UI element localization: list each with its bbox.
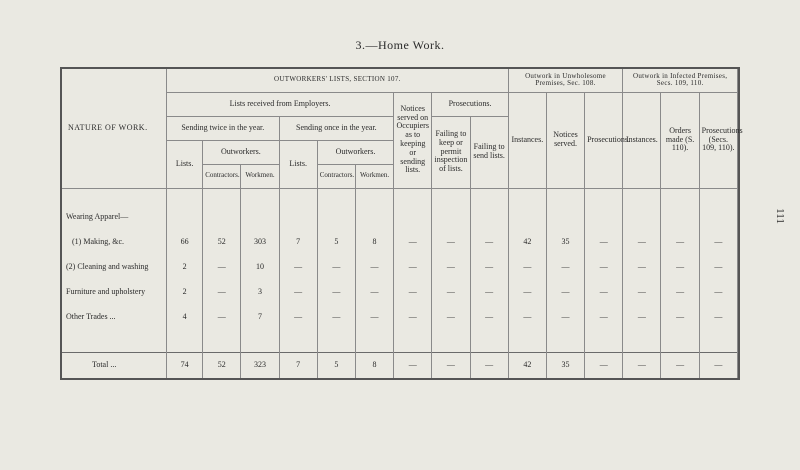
table-cell: — [585,230,623,255]
table-body [62,188,738,378]
row-label: Wearing Apparel— [62,205,167,230]
instances-header: Instances. [508,92,546,188]
table-cell [470,205,508,230]
table-cell: — [470,305,508,330]
prosecutions-header: Prosecutions. [432,92,508,116]
table-cell: — [699,305,737,330]
table-cell: — [432,305,470,330]
table-cell: — [661,230,699,255]
table-cell: — [508,305,546,330]
table-cell [623,205,661,230]
table-cell: 52 [203,230,241,255]
table-cell: — [585,280,623,305]
twice-lists-header: Lists. [167,140,203,188]
table-cell: — [355,305,393,330]
table-row [62,305,738,330]
failing-keep-header: Failing to keep or permit inspection of lists. [432,116,470,188]
outworkers-lists-header: OUTWORKERS' LISTS, SECTION 107. [167,69,509,92]
table-row [62,205,738,230]
table-cell [241,205,279,230]
table-cell: — [317,305,355,330]
table-cell: — [279,305,317,330]
table-cell: — [355,255,393,280]
table-cell: — [432,280,470,305]
nature-of-work-header: NATURE OF WORK. [62,69,167,188]
home-work-table [60,67,743,380]
table-cell: — [279,255,317,280]
prosecutions-108-header: Prosecutions. [585,92,623,188]
table-cell: — [203,280,241,305]
row-label: (2) Cleaning and washing [62,255,167,280]
table-cell: — [432,255,470,280]
table-cell: — [661,305,699,330]
total-row [62,352,738,378]
table-cell: — [546,305,584,330]
once-lists-header: Lists. [279,140,317,188]
table-cell: — [699,255,737,280]
table-cell: — [661,280,699,305]
table-cell: — [585,305,623,330]
row-label: (1) Making, &c. [62,230,167,255]
orders-made-header: Orders made (S. 110). [661,92,699,188]
table-cell: — [203,255,241,280]
table-cell: — [470,255,508,280]
row-label: Furniture and upholstery [62,280,167,305]
table-cell [661,205,699,230]
table-row [62,255,738,280]
table-cell: 8 [355,352,393,378]
notices-served-header: Notices served. [546,92,584,188]
table-cell: 7 [279,230,317,255]
table-cell: — [623,255,661,280]
table-cell [432,205,470,230]
table-cell [355,205,393,230]
once-outworkers-header: Outworkers. [317,140,393,164]
row-label: Other Trades ... [62,305,167,330]
total-label: Total ... [62,352,167,378]
table-cell: — [699,280,737,305]
table-cell: — [623,305,661,330]
unwholesome-premises-header: Outwork in Unwholesome Premises, Sec. 108. [508,69,623,92]
table-cell [546,205,584,230]
table-cell: — [661,255,699,280]
table-cell: 35 [546,230,584,255]
table-cell: — [203,305,241,330]
table-cell: 323 [241,352,279,378]
page-number: 111 [774,208,787,224]
table-cell: 74 [167,352,203,378]
table-cell: 52 [203,352,241,378]
table-cell: 66 [167,230,203,255]
table-cell: — [394,230,432,255]
table-cell: — [355,280,393,305]
table-cell: 5 [317,352,355,378]
table-cell: 7 [279,352,317,378]
twice-workmen-header: Workmen. [241,164,279,188]
table-cell: — [394,280,432,305]
table-cell: — [546,280,584,305]
table-row [62,280,738,305]
table-cell: — [623,280,661,305]
table-cell: — [585,352,623,378]
table-cell: — [394,352,432,378]
notices-occupiers-header: Notices served on Occupiers as to keeping or sending lists. [394,92,432,188]
table-cell: 2 [167,255,203,280]
once-workmen-header: Workmen. [355,164,393,188]
table-cell: — [432,230,470,255]
twice-contractors-header: Contractors. [203,164,241,188]
table-cell [508,205,546,230]
table-cell [167,205,203,230]
table-cell [203,205,241,230]
table-cell [699,205,737,230]
table-cell: — [317,255,355,280]
sending-twice-header: Sending twice in the year. [167,116,280,140]
table-cell: — [508,255,546,280]
table-cell: 42 [508,352,546,378]
table-cell: — [661,352,699,378]
table-cell: — [623,352,661,378]
table-cell: 3 [241,280,279,305]
table-cell: 2 [167,280,203,305]
table-cell: 35 [546,352,584,378]
table-cell: — [508,280,546,305]
table-cell: — [623,230,661,255]
sending-once-header: Sending once in the year. [279,116,394,140]
table-cell: — [470,280,508,305]
infected-premises-header: Outwork in Infected Premises, Secs. 109, 110. [623,69,738,92]
table-cell: — [432,352,470,378]
table-cell: — [699,352,737,378]
instances-infected-header: Instances. [623,92,661,188]
table-cell: — [585,255,623,280]
table-cell [585,205,623,230]
table-cell: — [317,280,355,305]
table-cell: 303 [241,230,279,255]
table-cell: — [699,230,737,255]
once-contractors-header: Contractors. [317,164,355,188]
table-cell: — [470,352,508,378]
table-cell: — [394,305,432,330]
table-cell: 7 [241,305,279,330]
table-cell: — [546,255,584,280]
table-cell [317,205,355,230]
table-row [62,230,738,255]
table-cell: 4 [167,305,203,330]
twice-outworkers-header: Outworkers. [203,140,279,164]
table-cell [279,205,317,230]
table-cell: 8 [355,230,393,255]
table-cell: — [279,280,317,305]
prosecutions-infected-header: Prosecutions (Secs. 109, 110). [699,92,737,188]
table-cell: — [470,230,508,255]
failing-send-header: Failing to send lists. [470,116,508,188]
lists-received-header: Lists received from Employers. [167,92,394,116]
table-cell: 10 [241,255,279,280]
table-cell: 5 [317,230,355,255]
table-cell: 42 [508,230,546,255]
page-title: 3.—Home Work. [355,38,445,52]
table-cell [394,205,432,230]
table-cell: — [394,255,432,280]
